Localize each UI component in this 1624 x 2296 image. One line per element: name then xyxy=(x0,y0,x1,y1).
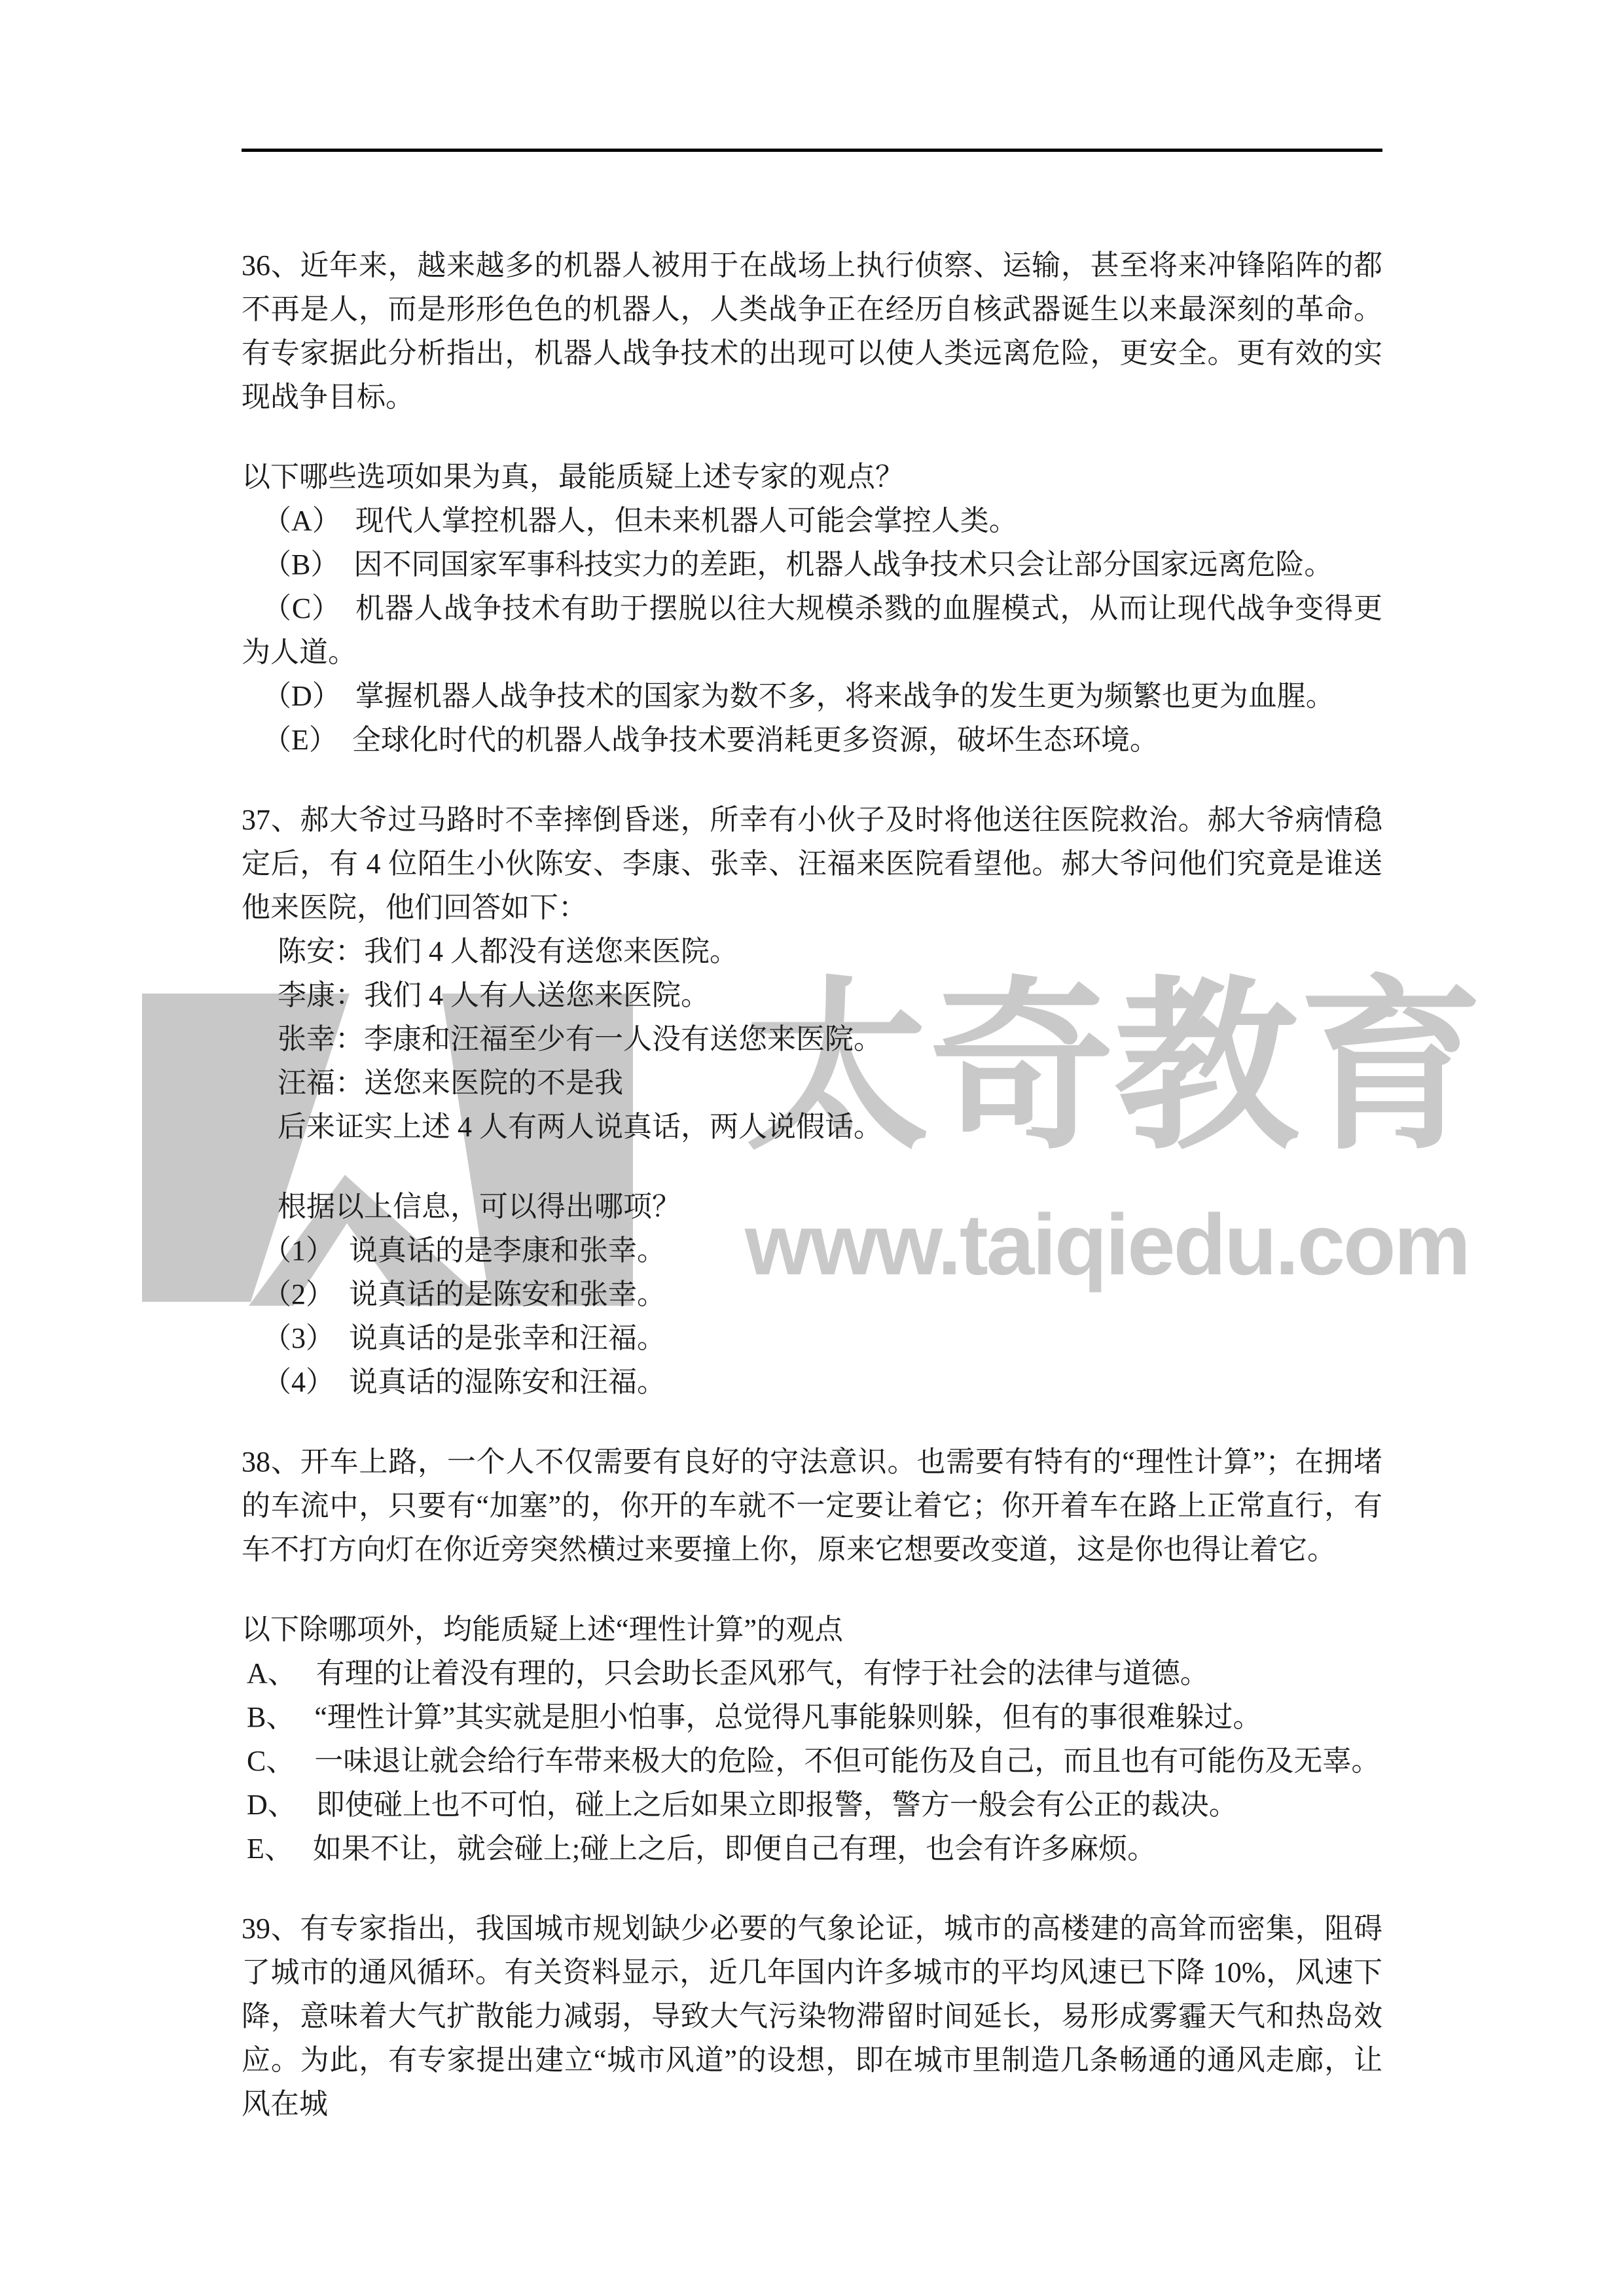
item-marker: （2） xyxy=(262,1278,334,1310)
option-marker: （D） xyxy=(262,680,341,712)
question-37-prompt: 根据以上信息，可以得出哪项？ xyxy=(278,1191,681,1223)
option-marker: A、 xyxy=(247,1657,297,1689)
question-36-prompt: 以下哪些选项如果为真，最能质疑上述专家的观点？ xyxy=(242,461,904,493)
question-38-option-b xyxy=(242,1695,1382,1739)
question-36-option-d xyxy=(242,674,1382,718)
option-marker: E、 xyxy=(247,1833,293,1865)
question-36-option-a xyxy=(242,499,1382,543)
question-38-option-c xyxy=(242,1739,1382,1783)
item-text: 说真话的是李康和张幸。 xyxy=(349,1234,666,1266)
item-text: 说真话的是陈安和张幸。 xyxy=(349,1278,666,1310)
question-37-statement-3: 张幸：李康和汪福至少有一人没有送您来医院。 xyxy=(278,1023,882,1055)
question-38-option-d xyxy=(242,1783,1382,1827)
watermark-brand-text: 太奇教育 xyxy=(745,964,1483,1170)
option-marker: （C） xyxy=(262,592,341,624)
option-text: 机器人战争技术有助于摆脱以往大规模杀戮的血腥模式，从而让现代战争变得更为人道。 xyxy=(242,592,1382,668)
item-text: 说真话的湿陈安和汪福。 xyxy=(349,1366,666,1398)
option-text: 如果不让，就会碰上;碰上之后，即便自己有理，也会有许多麻烦。 xyxy=(312,1833,1157,1865)
item-marker: （1） xyxy=(262,1234,334,1266)
question-37-statement-4: 汪福：送您来医院的不是我 xyxy=(278,1067,623,1099)
option-marker: B、 xyxy=(247,1701,295,1733)
item-text: 说真话的是张幸和汪福。 xyxy=(349,1322,666,1354)
question-36-option-e xyxy=(242,718,1382,762)
option-text: 即使碰上也不可怕，碰上之后如果立即报警，警方一般会有公正的裁决。 xyxy=(316,1789,1238,1821)
question-36-option-b xyxy=(242,543,1382,586)
question-37-item-3 xyxy=(242,1316,1382,1360)
question-38-option-e xyxy=(242,1827,1382,1871)
question-37-item-4 xyxy=(242,1360,1382,1404)
question-38-paragraph: 38、开车上路，一个人不仅需要有良好的守法意识。也需要有特有的“理性计算”；在拥堵的车流中，只要有“加塞”的，你开的车就不一定要让着它；你开着车在路上正常直行，有车不打方向灯在你近旁突然横过来要撞上你，原来它想要改变道，这是你也得让着它。 xyxy=(242,1446,1382,1566)
option-text: 有理的让着没有理的，只会助长歪风邪气，有悖于社会的法律与道德。 xyxy=(316,1657,1209,1689)
option-text: “理性计算”其实就是胆小怕事，总觉得凡事能躲则躲，但有的事很难躲过。 xyxy=(314,1701,1262,1733)
option-marker: （B） xyxy=(262,548,340,581)
option-text: 全球化时代的机器人战争技术要消耗更多资源，破坏生态环境。 xyxy=(352,724,1159,756)
option-marker: C、 xyxy=(247,1745,295,1777)
option-text: 因不同国家军事科技实力的差距，机器人战争技术只会让部分国家远离危险。 xyxy=(353,548,1333,581)
question-37-item-1 xyxy=(242,1229,1382,1272)
question-36-paragraph: 36、近年来，越来越多的机器人被用于在战场上执行侦察、运输，甚至将来冲锋陷阵的都不再是人，而是形形色色的机器人，人类战争正在经历自核武器诞生以来最深刻的革命。有专家据此分析指出，机器人战争技术的出现可以使人类远离危险，更安全。更有效的实现战争目标。 xyxy=(242,249,1382,413)
question-37-statement-2: 李康：我们 4 人有人送您来医院。 xyxy=(278,979,710,1011)
option-text: 掌握机器人战争技术的国家为数不多，将来战争的发生更为频繁也更为血腥。 xyxy=(355,680,1335,712)
page-content xyxy=(242,243,1382,2126)
question-38-option-a xyxy=(242,1651,1382,1695)
question-38-prompt: 以下除哪项外，均能质疑上述“理性计算”的观点 xyxy=(242,1613,844,1645)
item-marker: （4） xyxy=(262,1366,334,1398)
question-37-item-2 xyxy=(242,1272,1382,1316)
option-text: 现代人掌控机器人，但未来机器人可能会掌控人类。 xyxy=(355,505,1018,537)
option-marker: （A） xyxy=(262,505,341,537)
question-37-statement-1: 陈安：我们 4 人都没有送您来医院。 xyxy=(278,935,738,967)
question-37-paragraph: 37、郝大爷过马路时不幸摔倒昏迷，所幸有小伙子及时将他送往医院救治。郝大爷病情稳定后，有 4 位陌生小伙陈安、李康、张幸、汪福来医院看望他。郝大爷问他们究竟是谁送他来医院，他们回答如下： xyxy=(242,804,1382,924)
question-36-option-c xyxy=(242,586,1382,674)
option-marker: D、 xyxy=(247,1789,297,1821)
option-marker: （E） xyxy=(262,724,338,756)
watermark-site-text: www.taiqiedu.com xyxy=(745,1196,1469,1293)
question-39-paragraph: 39、有专家指出，我国城市规划缺少必要的气象论证，城市的高楼建的高耸而密集，阻碍了城市的通风循环。有关资料显示，近几年国内许多城市的平均风速已下降 10%，风速下降，意味着大气扩散能力减弱，导致大气污染物滞留时间延长，易形成雾霾天气和热岛效应。为此，有专家提出建立“城市风道”的设想，即在城市里制造几条畅通的通风走廊，让风在城 xyxy=(242,1912,1382,2120)
option-text: 一味退让就会给行车带来极大的危险，不但可能伤及自己，而且也有可能伤及无辜。 xyxy=(314,1745,1380,1777)
question-37-statement-5: 后来证实上述 4 人有两人说真话，两人说假话。 xyxy=(278,1111,882,1143)
item-marker: （3） xyxy=(262,1322,334,1354)
